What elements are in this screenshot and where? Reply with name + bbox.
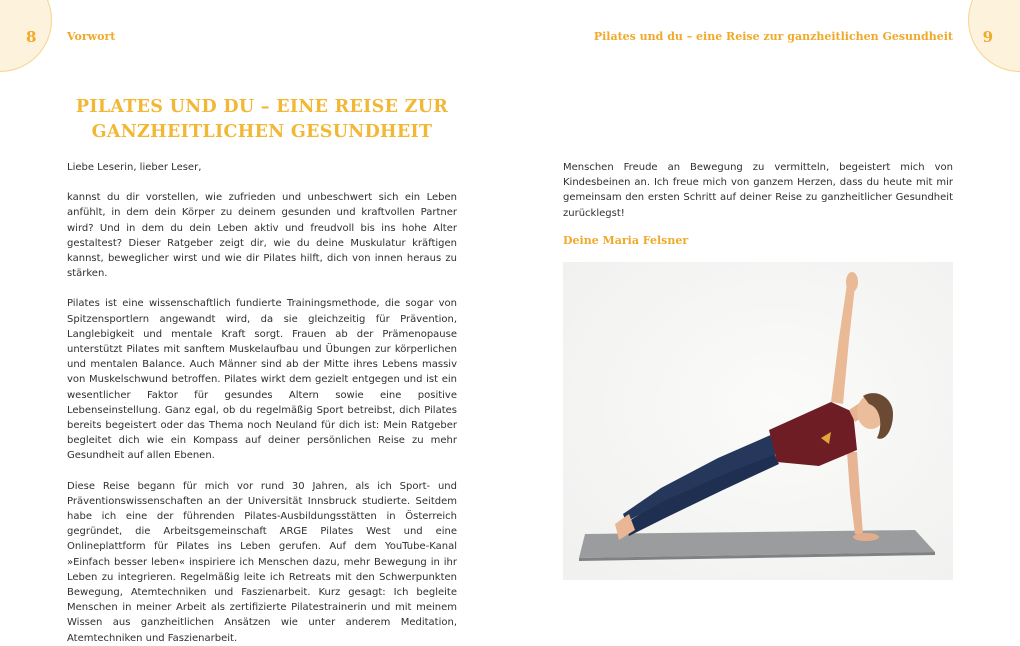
headline-line-1: PILATES UND DU – EINE REISE ZUR (75, 97, 449, 117)
running-head-left: Vorwort (67, 30, 116, 43)
page-number-right: 9 (982, 28, 993, 46)
paragraph-3: Diese Reise begann für mich vor rund 30 Jahren, als ich Sport- und Präventionswissenschaften an der Universität Innsbruck studierte. Seitdem habe ich eine der führenden Pilates-Ausbildungsstätten in Österreich gegründet, die Arbeitsgemeinschaft ARGE Pilates West und eine Onlineplattform für Pilates ins Leben gerufen. Auf dem YouTube-Kanal »Einfach besser leben« inspiriere ich Menschen dazu, mehr Bewegung in ihr Leben zu integrieren. Regelmäßig leite ich Retreats mit den Schwerpunkten Bewegung, Atemtechniken und Faszienarbeit. Kurz gesagt: Ich begleite Menschen in meiner Arbeit als zertifizierte Pilatestrainerin und mit meinem Wissen aus ganzheitlichen Ansätzen wie unter anderem Meditation, Atemtechniken und Faszienarbeit. (67, 480, 457, 644)
salutation: Liebe Leserin, lieber Leser, (67, 162, 202, 173)
raised-hand (846, 272, 858, 292)
right-text-column (563, 160, 953, 247)
paragraph-1: kannst du dir vorstellen, wie zufrieden und unbeschwert sich ein Leben anfühlt, in dem dein Körper zu deinem gesunden und kraftvollen Partner wird? Und in dem du dein Leben aktiv und freudvoll bis ins hohe Alter gestaltest? Dieser Ratgeber zeigt dir, wie du deine Muskulatur kräftigen kannst, beweglicher wirst und wie dir Pilates hilft, dich von innen heraus zu stärken. (67, 192, 457, 280)
photo-illustration (563, 262, 953, 580)
paragraph-2: Pilates ist eine wissenschaftlich fundierte Trainingsmethode, die sogar von Spitzensportlern angewandt wird, da sie gleichzeitig für Prävention, Langlebigkeit und mentale Kraft sorgt. Frauen ab der Prämenopause unterstützt Pilates mit sanftem Muskelaufbau und Übungen zur körperlichen und mentalen Balance. Auch Männer sind ab der Mitte ihres Lebens massiv von Muskelschwund betroffen. Pilates wirkt dem gezielt entgegen und ist ein wesentlicher Faktor für gesundes Altern sowie eine positive Lebenseinstellung. Ganz egal, ob du regelmäßig Sport betreibst, dich Pilates bereits begeistert oder das Thema noch Neuland für dich ist: Mein Ratgeber begleitet dich wie ein Kompass auf deiner persönlichen Reise zu mehr Gesundheit auf allen Ebenen. (67, 298, 457, 462)
support-hand (853, 533, 879, 541)
closing-paragraph: Menschen Freude an Bewegung zu vermitteln, begeistert mich von Kindesbeinen an. Ich freue mich von ganzem Herzen, dass du heute mit mir gemeinsam den ersten Schritt auf deiner Reise zu ganzheitlicher Gesundheit zurücklegst! (563, 162, 953, 219)
chapter-headline (67, 95, 457, 145)
page-number-left: 8 (26, 28, 37, 46)
pilates-side-plank-photo (563, 262, 953, 580)
left-text-column (67, 160, 457, 646)
headline-line-2: GANZHEITLICHEN GESUNDHEIT (91, 122, 433, 142)
running-head-right: Pilates und du – eine Reise zur ganzheitlichen Gesundheit (593, 30, 953, 43)
page-number-circle-right (968, 0, 1020, 72)
author-signature: Deine Maria Felsner (563, 233, 689, 247)
